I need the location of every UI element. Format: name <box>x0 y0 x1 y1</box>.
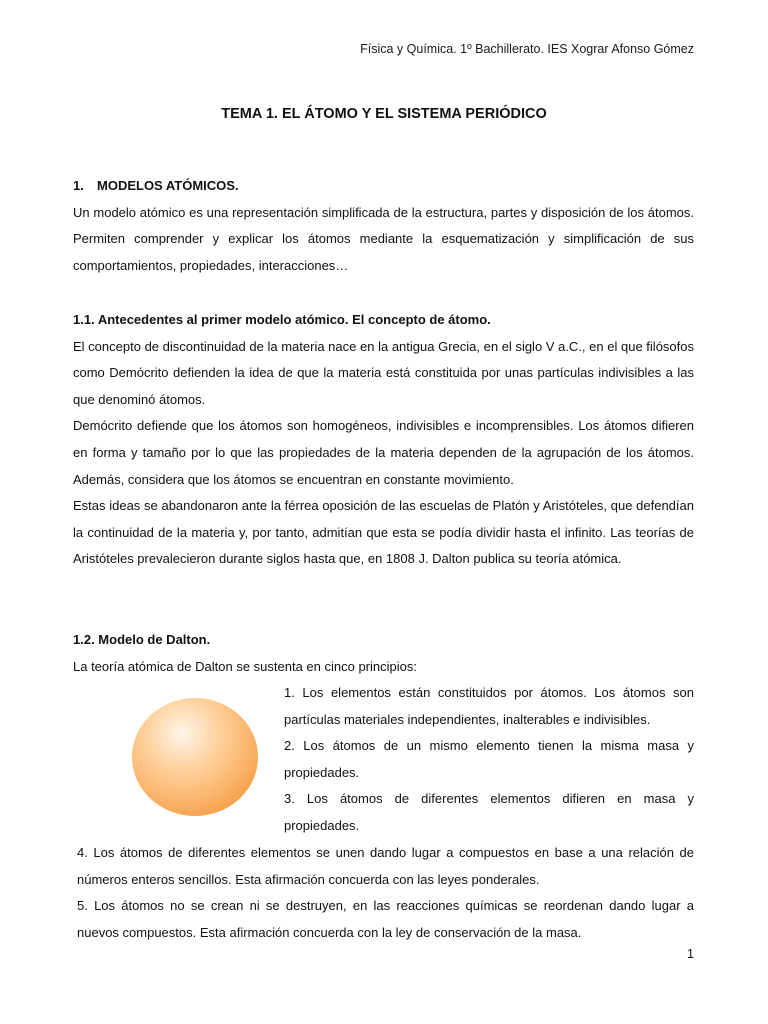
paragraph: El concepto de discontinuidad de la materia nace en la antigua Grecia, en el siglo V a.C., en el que filósofos como Demócrito defienden la idea de que la materia está constituida por unas partículas indivisibles a las que denominó átomos. <box>73 338 694 407</box>
section-modelo-dalton <box>73 627 694 680</box>
principles-list-wrapped <box>284 680 694 840</box>
section-antecedentes <box>73 307 694 573</box>
paragraph: Estas ideas se abandonaron ante la férrea oposición de las escuelas de Platón y Aristóteles, que defendían la continuidad de la materia y, por tanto, admitían que esta se podía dividir hasta el infinito. Las teorías de Aristóteles prevalecieron durante siglos hasta que, en 1808 J. Dalton publica su teoría atómica. <box>73 498 694 567</box>
principles-list-full <box>77 840 694 946</box>
document-title: TEMA 1. EL ÁTOMO Y EL SISTEMA PERIÓDICO <box>221 106 547 122</box>
page-header: Física y Química. 1º Bachillerato. IES Xograr Afonso Gómez <box>360 42 694 56</box>
principle-item: 2. Los átomos de un mismo elemento tienen la misma masa y propiedades. <box>284 738 694 780</box>
paragraph: La teoría atómica de Dalton se sustenta en cinco principios: <box>73 658 417 674</box>
principle-item: 3. Los átomos de diferentes elementos difieren en masa y propiedades. <box>284 791 694 833</box>
section-heading <box>73 173 694 200</box>
paragraph: Demócrito defiende que los átomos son homogéneos, indivisibles e incomprensibles. Los átomos difieren en forma y tamaño por lo que las propiedades de la materia dependen de la agrupación de los átomos. Además, considera que los átomos se encuentran en constante movimiento. <box>73 418 694 487</box>
principle-item: 4. Los átomos de diferentes elementos se unen dando lugar a compuestos en base a una relación de números enteros sencillos. Esta afirmación concuerda con las leyes ponderales. <box>77 845 694 887</box>
subsection-heading: 1.2. Modelo de Dalton. <box>73 632 211 647</box>
section-body: Un modelo atómico es una representación simplificada de la estructura, partes y disposición de los átomos. Permiten comprender y explicar los átomos mediante la esquematización y simplificación de sus comportamientos, propiedades, interacciones… <box>73 204 694 273</box>
subsection-heading: 1.1. Antecedentes al primer modelo atómico. El concepto de átomo. <box>73 312 491 327</box>
principle-item: 5. Los átomos no se crean ni se destruyen, en las reacciones químicas se reordenan dando lugar a nuevos compuestos. Esta afirmación concuerda con la ley de conservación de la masa. <box>77 898 694 940</box>
section-modelos-atomicos <box>73 173 694 279</box>
page-number: 1 <box>687 947 694 961</box>
section-heading-text: MODELOS ATÓMICOS. <box>97 178 239 193</box>
dalton-atom-sphere-icon <box>132 698 258 816</box>
principle-item: 1. Los elementos están constituidos por átomos. Los átomos son partículas materiales independientes, inalterables e indivisibles. <box>284 685 694 727</box>
section-number: 1. <box>73 178 84 193</box>
